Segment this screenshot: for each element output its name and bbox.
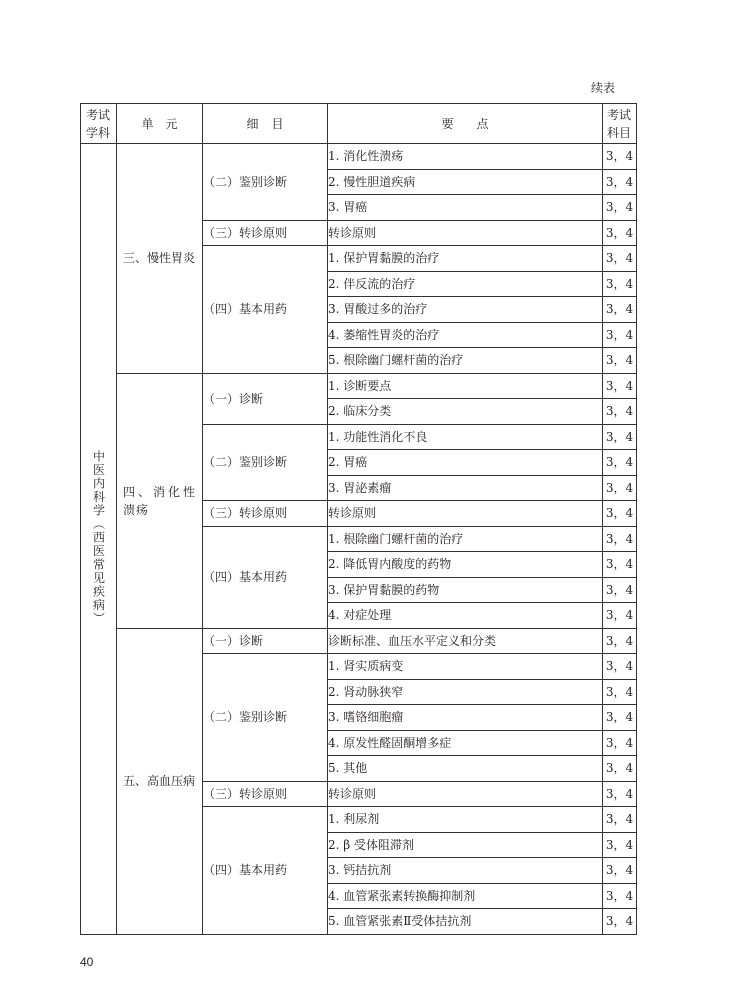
point-text: 2. β 受体阻滞剂	[328, 832, 603, 858]
header-points	[328, 104, 603, 144]
subject-name: 中医内科学（西医常见疾病）	[91, 449, 106, 625]
section-cell: （一）诊断	[203, 628, 328, 654]
point-text: 4. 血管紧张素转换酶抑制剂	[328, 883, 603, 909]
exam-code: 3，4	[603, 169, 637, 195]
exam-code: 3，4	[603, 526, 637, 552]
point-text: 2. 慢性胆道疾病	[328, 169, 603, 195]
point-text: 5. 其他	[328, 756, 603, 782]
exam-code: 3，4	[603, 450, 637, 476]
exam-code: 3，4	[603, 271, 637, 297]
header-points-label: 要点	[441, 116, 512, 131]
point-text: 1. 肾实质病变	[328, 654, 603, 680]
point-text: 转诊原则	[328, 781, 603, 807]
continuation-label: 续表	[591, 81, 616, 95]
exam-code: 3，4	[603, 144, 637, 170]
point-text: 4. 对症处理	[328, 603, 603, 629]
section-cell: （四）基本用药	[203, 807, 328, 935]
point-text: 1. 消化性溃疡	[328, 144, 603, 170]
exam-code: 3，4	[603, 399, 637, 425]
table-header	[81, 104, 637, 144]
exam-code: 3，4	[603, 730, 637, 756]
syllabus-table	[80, 103, 637, 935]
header-unit-label: 单元	[141, 116, 190, 131]
point-text: 转诊原则	[328, 501, 603, 527]
point-text: 5. 血管紧张素Ⅱ受体拮抗剂	[328, 909, 603, 935]
section-cell: （四）基本用药	[203, 526, 328, 628]
unit-name: 四、消化性溃疡	[123, 484, 196, 517]
point-text: 1. 保护胃黏膜的治疗	[328, 246, 603, 272]
exam-code: 3，4	[603, 603, 637, 629]
point-text: 1. 诊断要点	[328, 373, 603, 399]
exam-code: 3，4	[603, 858, 637, 884]
exam-code: 3，4	[603, 705, 637, 731]
point-text: 3. 胃泌素瘤	[328, 475, 603, 501]
exam-code: 3，4	[603, 373, 637, 399]
exam-code: 3，4	[603, 297, 637, 323]
point-text: 3. 胃癌	[328, 195, 603, 221]
point-text: 2. 肾动脉狭窄	[328, 679, 603, 705]
unit-cell	[117, 373, 203, 628]
header-exam	[603, 104, 637, 144]
exam-code: 3，4	[603, 883, 637, 909]
table-row	[81, 144, 637, 170]
section-cell: （三）转诊原则	[203, 220, 328, 246]
page-number: 40	[80, 955, 94, 969]
exam-code: 3，4	[603, 832, 637, 858]
exam-code: 3，4	[603, 679, 637, 705]
point-text: 2. 胃癌	[328, 450, 603, 476]
header-exam-label: 考试科目	[607, 107, 632, 140]
unit-name: 三、慢性胃炎	[123, 251, 196, 266]
point-text: 5. 根除幽门螺杆菌的治疗	[328, 348, 603, 374]
point-text: 3. 胃酸过多的治疗	[328, 297, 603, 323]
exam-code: 3，4	[603, 246, 637, 272]
point-text: 3. 嗜铬细胞瘤	[328, 705, 603, 731]
table-body	[81, 144, 637, 935]
exam-code: 3，4	[603, 501, 637, 527]
exam-code: 3，4	[603, 807, 637, 833]
header-subject-label: 考试学科	[86, 107, 111, 140]
unit-cell	[117, 144, 203, 374]
section-cell: （三）转诊原则	[203, 501, 328, 527]
exam-code: 3，4	[603, 475, 637, 501]
header-item-label: 细目	[246, 116, 297, 131]
exam-code: 3，4	[603, 654, 637, 680]
header-row	[81, 104, 637, 144]
section-cell: （二）鉴别诊断	[203, 654, 328, 782]
unit-cell	[117, 628, 203, 934]
point-text: 2. 降低胃内酸度的药物	[328, 552, 603, 578]
exam-code: 3，4	[603, 424, 637, 450]
subject-cell	[81, 144, 117, 935]
header-subject	[81, 104, 117, 144]
exam-code: 3，4	[603, 552, 637, 578]
table-row	[81, 373, 637, 399]
point-text: 1. 根除幽门螺杆菌的治疗	[328, 526, 603, 552]
point-text: 3. 保护胃黏膜的药物	[328, 577, 603, 603]
point-text: 4. 原发性醛固酮增多症	[328, 730, 603, 756]
header-item	[203, 104, 328, 144]
exam-code: 3，4	[603, 577, 637, 603]
section-cell: （二）鉴别诊断	[203, 144, 328, 221]
section-cell: （二）鉴别诊断	[203, 424, 328, 501]
point-text: 4. 萎缩性胃炎的治疗	[328, 322, 603, 348]
point-text: 转诊原则	[328, 220, 603, 246]
exam-code: 3，4	[603, 348, 637, 374]
exam-code: 3，4	[603, 322, 637, 348]
point-text: 2. 临床分类	[328, 399, 603, 425]
section-cell: （三）转诊原则	[203, 781, 328, 807]
point-text: 1. 功能性消化不良	[328, 424, 603, 450]
exam-code: 3，4	[603, 220, 637, 246]
point-text: 2. 伴反流的治疗	[328, 271, 603, 297]
point-text: 诊断标准、血压水平定义和分类	[328, 628, 603, 654]
section-cell: （一）诊断	[203, 373, 328, 424]
section-cell: （四）基本用药	[203, 246, 328, 374]
exam-code: 3，4	[603, 628, 637, 654]
exam-code: 3，4	[603, 781, 637, 807]
table-row	[81, 628, 637, 654]
exam-code: 3，4	[603, 909, 637, 935]
exam-code: 3，4	[603, 195, 637, 221]
point-text: 1. 利尿剂	[328, 807, 603, 833]
unit-name: 五、高血压病	[123, 774, 196, 788]
header-unit	[117, 104, 203, 144]
exam-code: 3，4	[603, 756, 637, 782]
point-text: 3. 钙拮抗剂	[328, 858, 603, 884]
